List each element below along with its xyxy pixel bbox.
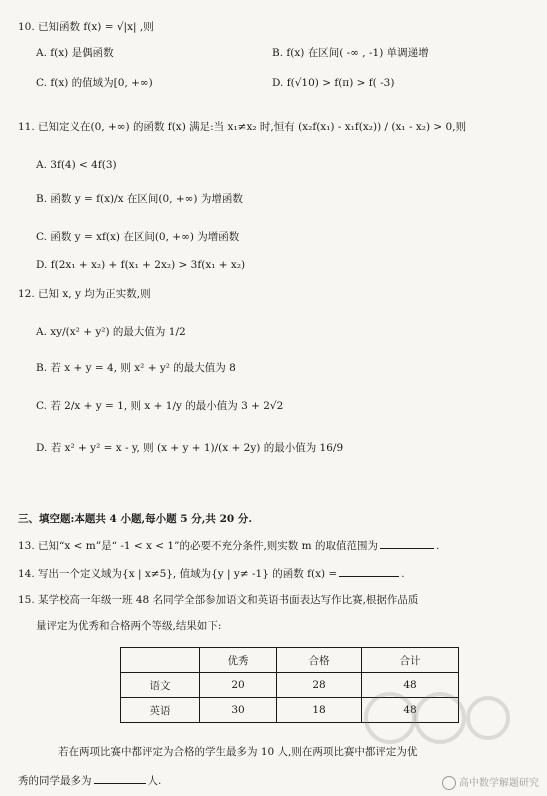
q14-answer-blank[interactable]	[339, 566, 399, 577]
wechat-icon	[442, 776, 456, 790]
q14-text: 14. 写出一个定义域为{x | x≠5}, 值域为{y | y≠ -1} 的函数 f(x) =	[18, 568, 338, 580]
q10-option-d: D. f(√10) > f(π) > f( -3)	[272, 77, 395, 89]
q12-stem: 12. 已知 x, y 均为正实数,则	[18, 288, 151, 300]
table-cell: 30	[200, 698, 277, 723]
q10-option-a: A. f(x) 是偶函数	[36, 47, 114, 59]
q13-text: 13. 已知“x < m”是“ -1 < x < 1”的必要不充分条件,则实数 m 的取值范围为	[18, 540, 378, 552]
q15-line-4	[18, 773, 161, 788]
q15-line-1: 15. 某学校高一年级一班 48 名同学全部参加语文和英语书面表达写作比赛,根据作品质	[18, 594, 419, 606]
q13-end: .	[435, 540, 440, 552]
table-header-cell	[121, 648, 200, 673]
q15-line-4-text: 秀的同学最多为	[18, 775, 92, 787]
q10-option-c: C. f(x) 的值域为[0, +∞)	[36, 77, 153, 89]
stamp-glyph-icon	[360, 688, 510, 748]
q15-answer-blank[interactable]	[94, 773, 146, 784]
q15-line-3: 若在两项比赛中都评定为合格的学生最多为 10 人,则在两项比赛中都评定为优	[58, 746, 418, 758]
q15-line-4-end: 人.	[147, 775, 162, 787]
q12-option-d: D. 若 x² + y² = x - y, 则 (x + y + 1)/(x + 2y) 的最小值为 16/9	[36, 442, 344, 454]
table-header-cell: 合格	[277, 648, 362, 673]
q11-option-d: D. f(2x₁ + x₂) + f(x₁ + 2x₂) > 3f(x₁ + x₂)	[36, 259, 246, 271]
q11-option-b: B. 函数 y = f(x)/x 在区间(0, +∞) 为增函数	[36, 193, 243, 205]
watermark-text: 高中数学解题研究	[459, 778, 539, 789]
table-cell: 20	[200, 673, 277, 698]
q14-end: .	[401, 568, 405, 580]
table-header-cell: 合计	[362, 648, 459, 673]
faded-stamp-watermark	[360, 688, 510, 748]
q11-option-a: A. 3f(4) < 4f(3)	[36, 159, 117, 171]
table-cell: 28	[277, 673, 362, 698]
q13	[18, 538, 439, 553]
table-cell: 18	[277, 698, 362, 723]
table-cell: 英语	[121, 698, 200, 723]
table-cell: 48	[362, 673, 459, 698]
q10-option-b: B. f(x) 在区间( -∞ , -1) 单调递增	[272, 47, 429, 59]
q15-line-2: 量评定为优秀和合格两个等级,结果如下:	[36, 620, 222, 632]
table-cell: 48	[362, 698, 459, 723]
q14	[18, 566, 405, 581]
q11-option-c: C. 函数 y = xf(x) 在区间(0, +∞) 为增函数	[36, 231, 240, 243]
table-header-row	[121, 648, 459, 673]
q11-stem: 11. 已知定义在(0, +∞) 的函数 f(x) 满足:当 x₁≠x₂ 时,恒有 (x₂f(x₁) - x₁f(x₂)) / (x₁ - x₂) > 0,则	[18, 121, 467, 133]
section-3-heading: 三、填空题:本题共 4 小题,每小题 5 分,共 20 分.	[18, 513, 252, 525]
table-header-cell: 优秀	[200, 648, 277, 673]
q12-option-b: B. 若 x + y = 4, 则 x² + y² 的最大值为 8	[36, 362, 236, 374]
q10-stem: 10. 已知函数 f(x) = √|x| ,则	[18, 21, 154, 33]
q12-option-c: C. 若 2/x + y = 1, 则 x + 1/y 的最小值为 3 + 2√2	[36, 400, 284, 412]
table-cell: 语文	[121, 673, 200, 698]
q12-option-a: A. xy/(x² + y²) 的最大值为 1/2	[36, 326, 186, 338]
q13-answer-blank[interactable]	[380, 538, 434, 549]
source-watermark	[442, 774, 539, 790]
